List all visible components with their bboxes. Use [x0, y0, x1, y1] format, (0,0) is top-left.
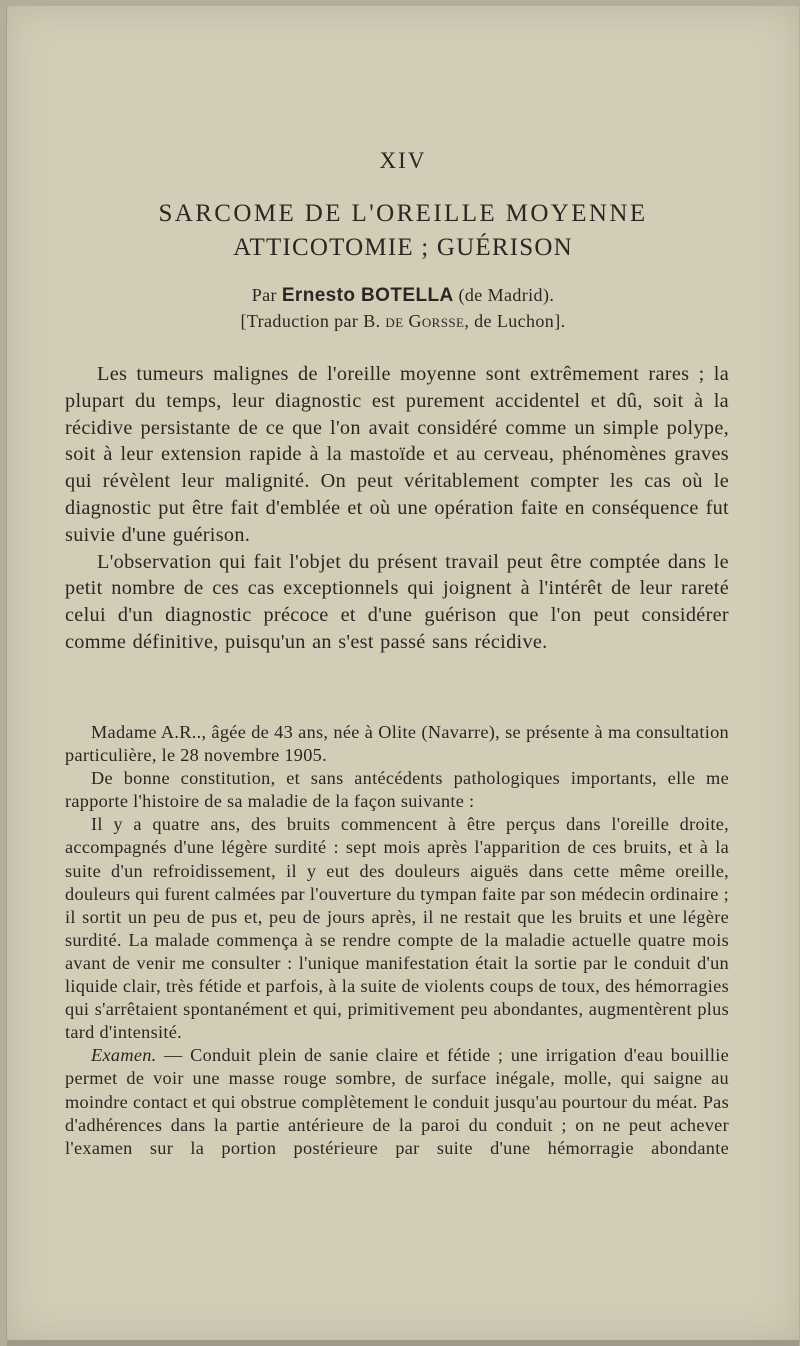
- case-paragraph: De bonne constitution, et sans antécédents pathologiques importants, elle me rapporte l'histoire de sa maladie de la façon suivante :: [65, 768, 729, 812]
- introduction-text: [65, 361, 729, 656]
- author-byline: [7, 285, 799, 307]
- chapter-number: XIV: [379, 148, 427, 173]
- translation-suffix: , de Luchon].: [464, 311, 566, 331]
- article-title: SARCOME DE L'OREILLE MOYENNE: [158, 200, 648, 227]
- author-affiliation: (de Madrid).: [458, 285, 555, 305]
- exam-text: — Conduit plein de sanie claire et fétide ; une irrigation d'eau bouillie permet de voir une masse rouge sombre, de surface inégale, molle, qui saigne au moindre contact et qui obstrue complètement le conduit jusqu'au pourtour du méat. Pas d'adhérences dans la partie antérieure de la paroi du conduit ; on ne peut achever l'examen sur la portion postérieure par suite d'une hémorragie abondante: [65, 1045, 729, 1158]
- case-paragraph: Madame A.R.., âgée de 43 ans, née à Olite (Navarre), se présente à ma consultation particulière, le 28 novembre 1905.: [65, 722, 729, 766]
- book-page: [6, 6, 799, 1340]
- intro-paragraph: Les tumeurs malignes de l'oreille moyenne sont extrêmement rares ; la plupart du temps, leur diagnostic est purement accidentel et dû, soit à la récidive persistante de ce que l'on avait considéré comme un simple polype, soit à leur extension rapide à la mastoïde et au cerveau, phénomènes graves qui révèlent leur malignité. On peut véritablement compter les cas où le diagnostic put être fait d'emblée et où une opération faite en conséquence fut suivie d'une guérison.: [65, 363, 729, 546]
- article-subtitle: ATTICOTOMIE ; GUÉRISON: [233, 234, 573, 261]
- translation-prefix: [Traduction par B.: [240, 311, 381, 331]
- translator-particle: de: [385, 311, 404, 331]
- case-paragraph: Il y a quatre ans, des bruits commencent à être perçus dans l'oreille droite, accompagnés d'une légère surdité : sept mois après l'apparition de ces bruits, et à la suite d'un refroidissement, il y eut des douleurs aiguës dans cette même oreille, douleurs qui furent calmées par l'ouverture du tympan faite par son médecin ordinaire ; il sortit un peu de pus et, peu de jours après, il ne restait que les bruits et une légère surdité. La malade commença à se rendre compte de la maladie actuelle quatre mois avant de venir me consulter : l'unique manifestation était la sortie par le conduit d'un liquide clair, très fétide et parfois, à la suite de violents coups de toux, des hémorragies qui s'arrêtaient spontanément et qui, primitivement peu abondantes, augmentèrent plus tard d'intensité.: [65, 814, 729, 1043]
- intro-paragraph: L'observation qui fait l'objet du présent travail peut être comptée dans le petit nombre de ces cas exceptionnels qui joignent à l'intérêt de leur rareté celui d'un diagnostic précoce et d'une guérison que l'on peut considérer comme définitive, puisqu'un an s'est passé sans récidive.: [65, 550, 729, 653]
- translation-credit: [7, 311, 799, 332]
- translator-name: Gorsse: [408, 311, 465, 331]
- byline-prefix: Par: [251, 285, 277, 305]
- author-name: Ernesto BOTELLA: [281, 285, 454, 306]
- exam-label: Examen.: [91, 1045, 157, 1066]
- case-report-text: [65, 721, 729, 1160]
- exam-paragraph: [65, 1044, 729, 1159]
